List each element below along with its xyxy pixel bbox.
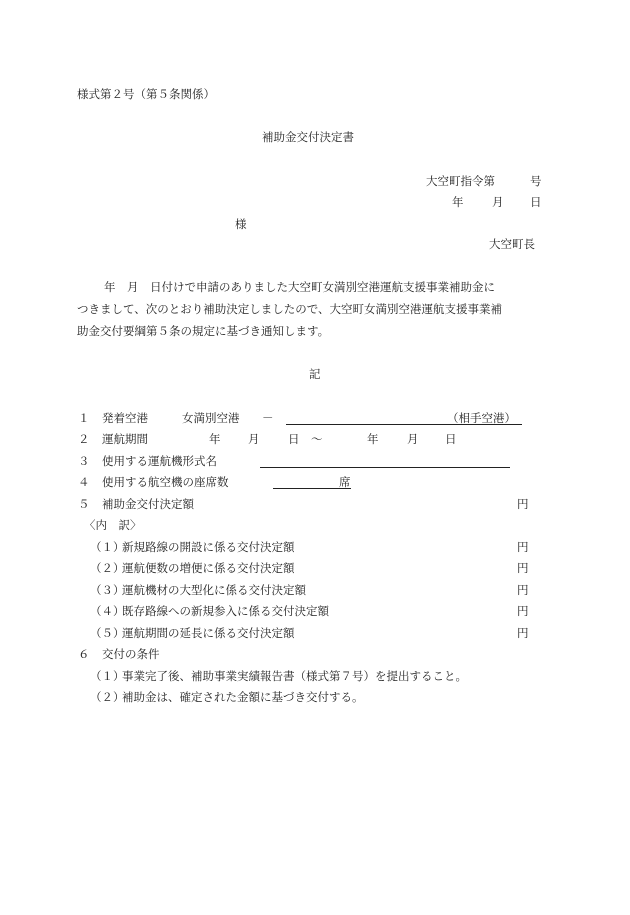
body-line-3: 助金交付要綱第５条の規定に基づき通知します。 xyxy=(77,324,330,338)
item2-month2: 月 xyxy=(407,432,419,446)
item3-underline xyxy=(260,467,510,468)
date-year: 年 xyxy=(452,195,464,209)
item4-unit: 席 xyxy=(339,475,351,489)
item6-number: ６ xyxy=(78,647,90,661)
breakdown-4-unit: 円 xyxy=(517,604,529,618)
body-line-1: 年 月 日付けで申請のありました大空町女満別空港運航支援事業補助金に xyxy=(104,280,495,294)
item2-day1: 日 xyxy=(288,432,300,446)
addressee-suffix: 様 xyxy=(235,217,247,231)
breakdown-5-label: 運航期間の延長に係る交付決定額 xyxy=(122,626,295,640)
breakdown-3-label: 運航機材の大型化に係る交付決定額 xyxy=(122,583,306,597)
breakdown-2-label: 運航便数の増便に係る交付決定額 xyxy=(122,561,295,575)
item1-label: 発着空港 xyxy=(102,411,148,425)
breakdown-3-number: （３） xyxy=(90,583,125,597)
breakdown-1-label: 新規路線の開設に係る交付決定額 xyxy=(122,540,295,554)
item2-year1: 年 xyxy=(209,432,221,446)
ki-heading: 記 xyxy=(309,367,321,381)
item2-number: ２ xyxy=(78,432,90,446)
item2-label: 運航期間 xyxy=(102,432,148,446)
breakdown-1-number: （１） xyxy=(90,540,125,554)
date-day: 日 xyxy=(530,195,542,209)
document-title: 補助金交付決定書 xyxy=(262,130,354,144)
item2-tilde: ～ xyxy=(311,432,323,446)
condition-1-number: （１） xyxy=(90,669,125,683)
item3-label: 使用する運航機形式名 xyxy=(102,454,217,468)
item1-number: １ xyxy=(78,411,90,425)
breakdown-2-unit: 円 xyxy=(517,561,529,575)
breakdown-5-unit: 円 xyxy=(517,626,529,640)
item1-partner: （相手空港） xyxy=(447,411,516,425)
form-number: 様式第２号（第５条関係） xyxy=(77,87,215,101)
item3-number: ３ xyxy=(78,454,90,468)
item1-dash: － xyxy=(262,411,274,425)
breakdown-2-number: （２） xyxy=(90,561,125,575)
item4-label: 使用する航空機の座席数 xyxy=(102,475,229,489)
item6-label: 交付の条件 xyxy=(102,647,160,661)
item5-label: 補助金交付決定額 xyxy=(102,497,194,511)
breakdown-5-number: （５） xyxy=(90,626,125,640)
doc-number-suffix: 号 xyxy=(530,174,542,188)
breakdown-4-label: 既存路線への新規参入に係る交付決定額 xyxy=(122,604,329,618)
breakdown-3-unit: 円 xyxy=(517,583,529,597)
breakdown-label: 〈内 訳〉 xyxy=(84,518,142,532)
condition-2-number: （２） xyxy=(90,690,125,704)
body-line-2: つきまして、次のとおり補助決定しましたので、大空町女満別空港運航支援事業補 xyxy=(77,302,503,316)
item2-month1: 月 xyxy=(248,432,260,446)
item2-day2: 日 xyxy=(445,432,457,446)
item4-number: ４ xyxy=(78,475,90,489)
breakdown-1-unit: 円 xyxy=(517,540,529,554)
signatory: 大空町長 xyxy=(489,237,535,251)
condition-1-text: 事業完了後、補助事業実績報告書（様式第７号）を提出すること。 xyxy=(122,669,467,683)
breakdown-4-number: （４） xyxy=(90,604,125,618)
date-month: 月 xyxy=(492,195,504,209)
item2-year2: 年 xyxy=(367,432,379,446)
doc-number-prefix: 大空町指令第 xyxy=(426,174,495,188)
item5-unit: 円 xyxy=(517,497,529,511)
condition-2-text: 補助金は、確定された金額に基づき交付する。 xyxy=(122,690,364,704)
item5-number: ５ xyxy=(78,497,90,511)
item1-airport: 女満別空港 xyxy=(182,411,240,425)
